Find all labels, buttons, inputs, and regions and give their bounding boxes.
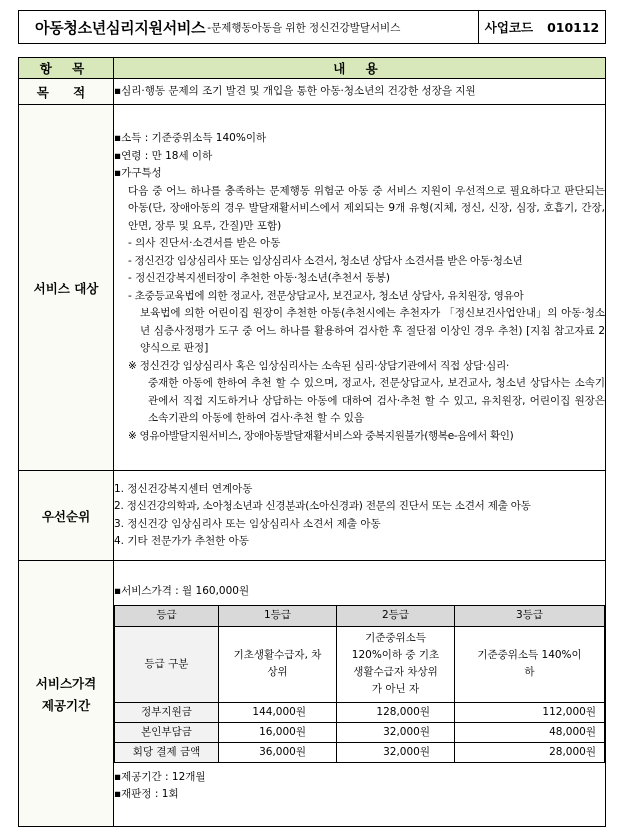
target-income: ▪소득 : 기준중위소득 140%이하: [114, 132, 267, 144]
document-header: [18, 10, 606, 44]
gov-g1: 144,000원: [219, 702, 337, 722]
service-info-table: [18, 57, 606, 827]
target-row: [19, 105, 606, 471]
price-label-line-2: 제공기간: [41, 697, 91, 713]
price-table-header: [115, 605, 605, 626]
table-header-row: [19, 58, 606, 79]
target-note-1: ※ 정신건강 임상심리사 혹은 임상심리사는 소속된 심리·상담기관에서 직접 상담·심리·: [128, 359, 510, 372]
price-header-g2: 2등급: [337, 605, 455, 626]
service-price: ▪서비스가격 : 월 160,000원: [114, 585, 250, 598]
header-title-area: [19, 11, 479, 43]
target-item-4-detail: 보육법에 의한 어린이집 원장이 추천한 아동(추천시에는 추천자가 「정신보건사업안내」의 아동·청소년 심층사정평가 도구 중 어느 하나를 활용하여 검사한 후 절단점 이상인 경우 추천) [지침 참고자료 2 양식으로 판정]: [140, 307, 605, 354]
self-g3: 48,000원: [455, 722, 605, 742]
row-label-self: 본인부담금: [115, 722, 219, 742]
priority-item-4: 4. 기타 전문가가 추천한 아동: [114, 535, 249, 547]
gov-g2: 128,000원: [337, 702, 455, 722]
target-content: [114, 105, 606, 471]
price-grade-table: [114, 605, 605, 763]
gov-g3: 112,000원: [455, 702, 605, 722]
price-header-g1: 1등급: [219, 605, 337, 626]
priority-item-1: 1. 정신건강복지센터 연계아동: [114, 482, 253, 495]
service-subtitle: -문제행동아동을 위한 정신건강발달서비스: [207, 21, 401, 34]
grade-criteria-g1: 기초생활수급자, 차상위: [219, 626, 337, 702]
target-note-2: ※ 영유아발달지원서비스, 장애아동발달재활서비스와 중복지원불가(행복e-음에서 확인): [128, 429, 514, 442]
target-item-4: - 초중등교육법에 의한 정교사, 전문상담교사, 보건교사, 청소년 상담사, 유치원장, 영유아: [128, 289, 524, 302]
session-g1: 36,000원: [219, 742, 337, 762]
priority-list: [114, 471, 606, 561]
priority-item-2: 2. 정신건강의학과, 소아청소년과 신경분과(소아신경과) 전문의 진단서 또는 소견서 제출 아동: [114, 500, 531, 512]
price-row: [19, 561, 606, 827]
business-code-label: 사업코드: [484, 20, 534, 35]
target-label: 서비스 대상: [19, 105, 114, 471]
business-code: [479, 11, 605, 43]
priority-label: 우선순위: [19, 471, 114, 561]
target-item-1: - 의사 진단서·소견서를 받은 아동: [128, 237, 281, 249]
grade-criteria-g3: 기준중위소득 140%이하: [455, 626, 605, 702]
priority-item-3: 3. 정신건강 임상심리사 또는 임상심리사 소견서 제출 아동: [114, 517, 381, 530]
business-code-value: 010112: [547, 19, 600, 35]
row-label-session: 회당 결제 금액: [115, 742, 219, 762]
priority-row: [19, 471, 606, 561]
price-content: [114, 561, 606, 827]
price-header-g3: 3등급: [455, 605, 605, 626]
target-item-3: - 정신건강복지센터장이 추천한 아동·청소년(추천서 동봉): [128, 272, 390, 284]
target-household-desc: 다음 중 어느 하나를 충족하는 문제행동 위험군 아동 중 서비스 지원이 우선적으로 필요하다고 판단되는 아동(단, 장애아동의 경우 발달재활서비스에서 제외되는 9개 유형(지체, 정신, 신장, 심장, 호흡기, 간장, 안면, 장루 및 요루, 간질)만 포함): [128, 184, 605, 232]
purpose-row: [19, 79, 606, 105]
target-item-2: - 정신건강 임상심리사 또는 임상심리사 소견서, 청소년 상담사 소견서를 받은 아동·청소년: [128, 254, 523, 267]
service-title: 아동청소년심리지원서비스: [35, 18, 206, 37]
session-g2: 32,000원: [337, 742, 455, 762]
price-table-row: [115, 742, 605, 762]
price-label: [19, 561, 114, 827]
purpose-label: 목 적: [19, 79, 114, 105]
row-label-gov: 정부지원금: [115, 702, 219, 722]
header-content: 내 용: [114, 58, 606, 79]
session-g3: 28,000원: [455, 742, 605, 762]
grade-criteria-row: [115, 626, 605, 702]
grade-criteria-label: 등급 구분: [115, 626, 219, 702]
target-age: ▪연령 : 만 18세 이하: [114, 149, 213, 162]
price-table-row: [115, 722, 605, 742]
header-item: 항 목: [19, 58, 114, 79]
price-label-line-1: 서비스가격: [35, 675, 97, 691]
price-table-row: [115, 702, 605, 722]
reassessment: ▪재판정 : 1회: [114, 788, 179, 801]
price-header-grade: 등급: [115, 605, 219, 626]
target-note-1-detail: 중재한 아동에 한하여 추천 할 수 있으며, 정교사, 전문상담교사, 보건교사, 청소년 상담사는 소속기관에서 직접 지도하거나 상담하는 아동에 대하여 검사·추천 할 수 있고, 유치원장, 어린이집 원장은 소속기관의 아동에 한하여 검사·추천 할 수 있음: [148, 377, 605, 424]
purpose-text: ▪심리·행동 문제의 조기 발견 및 개입을 통한 아동·청소년의 건강한 성장을 지원: [114, 79, 606, 105]
target-household-title: ▪가구특성: [114, 167, 162, 179]
grade-criteria-g2: 기준중위소득 120%이하 중 기초생활수급자 차상위가 아닌 자: [337, 626, 455, 702]
self-g1: 16,000원: [219, 722, 337, 742]
service-period: ▪제공기간 : 12개월: [114, 770, 206, 783]
self-g2: 32,000원: [337, 722, 455, 742]
